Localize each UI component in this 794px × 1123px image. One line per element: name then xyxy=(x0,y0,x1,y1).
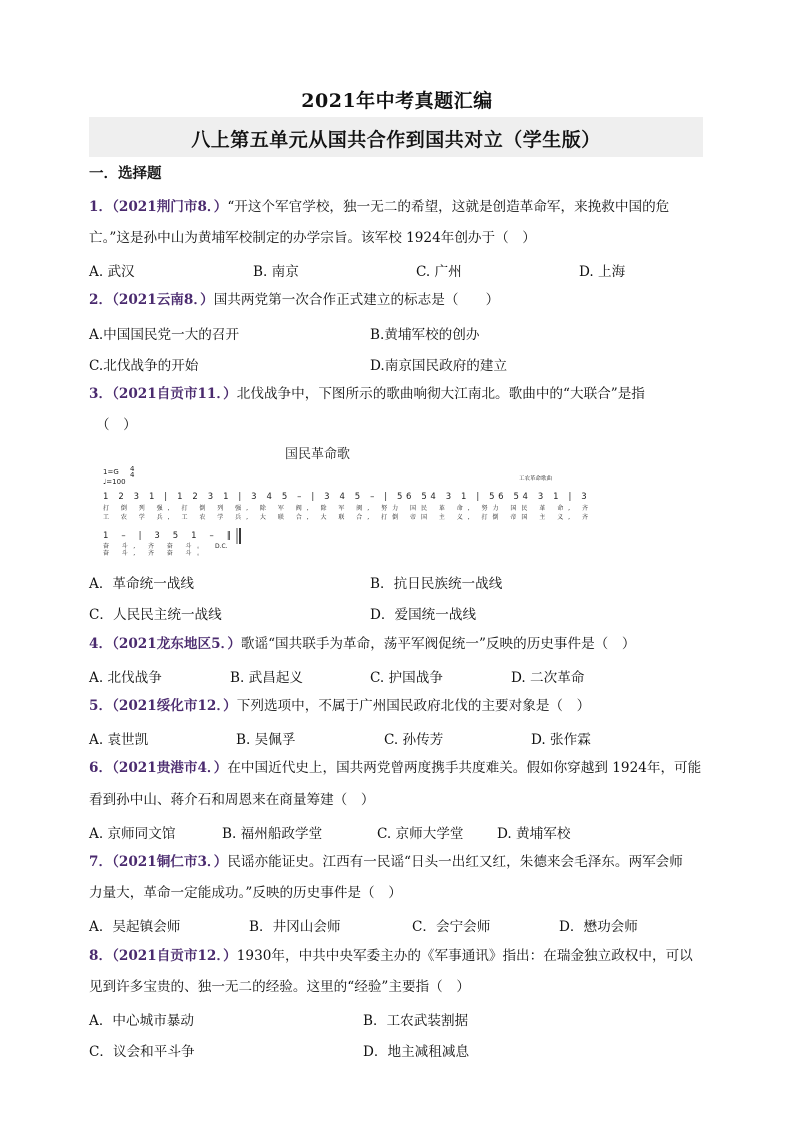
question-6-text: 在中国近代史上，国共两党曾两度携手共度难关。假如你穿越到 1924年，可能 xyxy=(227,760,702,776)
question-6-line-2: 看到孙中山、蒋介石和周恩来在商量筹建（ ） xyxy=(89,792,375,808)
question-2-line-1 xyxy=(89,291,709,309)
question-2-source: （2021云南8．） xyxy=(112,292,214,308)
question-4-option-d: D. 二次革命 xyxy=(511,670,585,686)
question-3-option-b: B．抗日民族统一战线 xyxy=(370,576,503,592)
question-5-source: （2021绥化市12．） xyxy=(112,698,237,714)
question-1-option-c: C. 广州 xyxy=(416,264,462,280)
page-subtitle: 八上第五单元从国共合作到国共对立（学生版） xyxy=(191,129,601,151)
question-6-source: （2021贵港市4．） xyxy=(112,760,228,776)
question-7-text: 民谣亦能证史。江西有一民谣“日头一出红又红，朱德来会毛泽东。两军会师 xyxy=(227,854,683,870)
score-row-2-notes: 1 – | 3 5 1 – ‖ xyxy=(103,531,233,541)
question-7-line-2: 力量大，革命一定能成功。”反映的历史事件是（ ） xyxy=(89,885,402,901)
score-time-top: 4 xyxy=(130,465,135,473)
question-8-number: 8． xyxy=(89,948,113,964)
question-8-line-2: 见到许多宝贵的、独一无二的经验。这里的“经验”主要指（ ） xyxy=(89,979,470,995)
score-row-1-lyric-1: 打 倒 列 强, 打 倒 列 强, 除 军 阀, 除 军 阀, 努力 国民 革 命, 努力 国民 革 命, 齐 xyxy=(103,505,588,512)
question-5-option-a: A. 袁世凯 xyxy=(89,732,149,748)
question-8-option-c: C．议会和平斗争 xyxy=(89,1044,195,1060)
question-8-source: （2021自贡市12．） xyxy=(112,948,237,964)
question-8-text: 1930年，中共中央军委主办的《军事通讯》指出：在瑞金独立政权中，可以 xyxy=(236,948,693,964)
question-1-source: （2021荆门市8．） xyxy=(112,199,228,215)
question-1-line-1 xyxy=(89,198,709,216)
score-title: 国民革命歌 xyxy=(285,447,351,462)
score-dc-mark: D.C. xyxy=(215,543,228,550)
question-4-text: 歌谣“国共联手为革命，荡平军阀促统一”反映的历史事件是（ ） xyxy=(240,636,636,652)
question-2-option-a: A.中国国民党一大的召开 xyxy=(89,327,240,343)
question-3-line-1 xyxy=(89,385,709,403)
question-8-line-1 xyxy=(89,947,709,965)
question-3-option-c: C．人民民主统一战线 xyxy=(89,607,222,623)
question-2-option-b: B.黄埔军校的创办 xyxy=(370,327,480,343)
question-6-number: 6． xyxy=(89,760,113,776)
song-score-image xyxy=(99,444,609,556)
score-key: 1=G xyxy=(103,468,119,476)
question-1-line-2: 亡。”这是孙中山为黄埔军校制定的办学宗旨。该军校 1924年创办于（ ） xyxy=(89,230,536,246)
question-4-source: （2021龙东地区5．） xyxy=(112,636,241,652)
question-7-option-b: B．井冈山会师 xyxy=(249,919,341,935)
question-7-option-c: C．会宁会师 xyxy=(412,919,491,935)
question-4-option-c: C. 护国战争 xyxy=(370,670,443,686)
question-5-line-1 xyxy=(89,697,709,715)
score-row-2-lyric-2: 奋 斗, 齐 奋 斗。 xyxy=(103,550,203,556)
score-time-bottom: 4 xyxy=(130,471,135,479)
score-row-1-lyric-2: 工 农 学 兵, 工 农 学 兵, 大 联 合, 大 联 合, 打倒 帝国 主 义, 打倒 帝国 主 义, 齐 xyxy=(103,514,588,521)
question-5-option-b: B. 吴佩孚 xyxy=(236,732,296,748)
question-6-option-c: C. 京师大学堂 xyxy=(377,826,464,842)
question-3-text: 北伐战争中，下图所示的歌曲响彻大江南北。歌曲中的“大联合”是指 xyxy=(236,386,645,402)
score-row-1-notes: 1 2 3 1 | 1 2 3 1 | 3 4 5 – | 3 4 5 – | 56 54 3 1 | 56 54 3 1 | 3 xyxy=(103,492,588,502)
question-4-number: 4． xyxy=(89,636,113,652)
score-tempo: ♩=100 xyxy=(103,478,126,486)
question-2-option-c: C.北伐战争的开始 xyxy=(89,358,199,374)
question-5-option-d: D. 张作霖 xyxy=(531,732,591,748)
question-1-option-b: B. 南京 xyxy=(253,264,299,280)
question-8-option-b: B．工农武装割据 xyxy=(363,1013,469,1029)
question-2-text: 国共两党第一次合作正式建立的标志是（ ） xyxy=(213,292,500,308)
question-5-text: 下列选项中，不属于广州国民政府北伐的主要对象是（ ） xyxy=(236,698,591,714)
question-3-number: 3． xyxy=(89,386,113,402)
question-1-option-a: A. 武汉 xyxy=(89,264,135,280)
question-2-option-d: D.南京国民政府的建立 xyxy=(370,358,508,374)
question-3-option-a: A．革命统一战线 xyxy=(89,576,194,592)
score-composer: 工农革命歌曲 xyxy=(519,476,553,482)
page-title: 2021年中考真题汇编 xyxy=(301,90,493,112)
question-1-number: 1． xyxy=(89,199,113,215)
question-5-option-c: C. 孙传芳 xyxy=(384,732,444,748)
question-1-text: “开这个军官学校，独一无二的希望，这就是创造革命军，来挽救中国的危 xyxy=(227,199,670,215)
section-heading: 一．选择题 xyxy=(89,165,162,182)
question-7-option-d: D．懋功会师 xyxy=(559,919,638,935)
question-7-option-a: A．吴起镇会师 xyxy=(89,919,181,935)
score-row-2-lyric-1: 奋 斗, 齐 奋 斗。 xyxy=(103,543,203,550)
question-4-line-1 xyxy=(89,635,709,653)
question-3-source: （2021自贡市11．） xyxy=(112,386,237,402)
question-6-line-1 xyxy=(89,759,709,777)
question-3-line-2: （ ） xyxy=(96,417,137,433)
question-1-option-d: D. 上海 xyxy=(579,264,626,280)
question-6-option-a: A. 京师同文馆 xyxy=(89,826,176,842)
question-6-option-d: D. 黄埔军校 xyxy=(497,826,571,842)
question-7-number: 7． xyxy=(89,854,113,870)
question-7-source: （2021铜仁市3．） xyxy=(112,854,228,870)
question-8-option-a: A．中心城市暴动 xyxy=(89,1013,194,1029)
question-3-option-d: D．爱国统一战线 xyxy=(370,607,477,623)
question-7-line-1 xyxy=(89,853,709,871)
question-4-option-b: B. 武昌起义 xyxy=(230,670,304,686)
question-5-number: 5． xyxy=(89,698,113,714)
question-6-option-b: B. 福州船政学堂 xyxy=(222,826,323,842)
question-4-option-a: A. 北伐战争 xyxy=(89,670,162,686)
question-2-number: 2． xyxy=(89,292,113,308)
question-8-option-d: D．地主减租减息 xyxy=(363,1044,470,1060)
